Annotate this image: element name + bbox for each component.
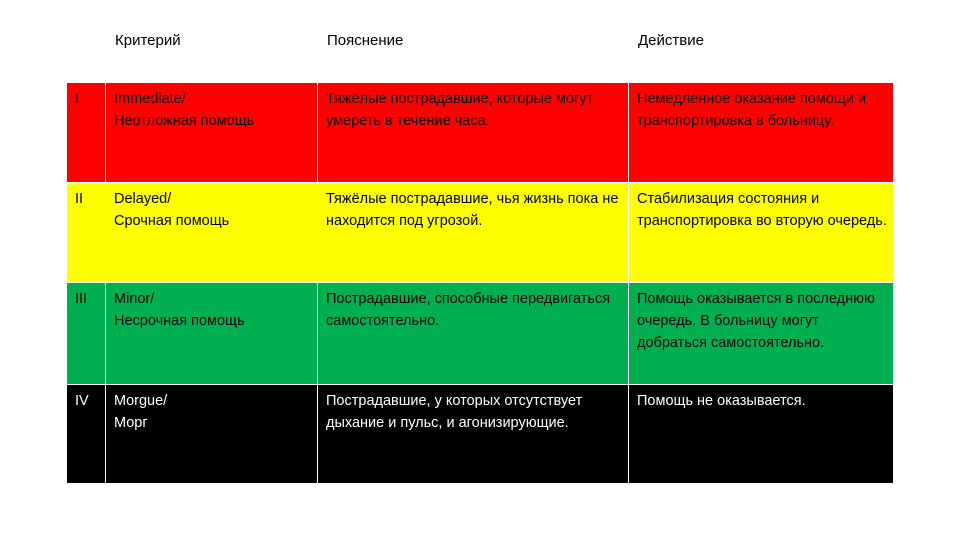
action-cell: Стабилизация состояния и транспортировка во вторую очередь. <box>629 183 894 283</box>
criterion-cell <box>106 183 318 283</box>
criterion-russian: Несрочная помощь <box>114 313 245 329</box>
explanation-cell: Тяжёлые пострадавшие, чья жизнь пока не находится под угрозой. <box>318 183 629 283</box>
explanation-cell: Тяжёлые пострадавшие, которые могут умереть в течение часа. <box>318 83 629 183</box>
criterion-cell <box>106 385 318 484</box>
criterion-russian: Срочная помощь <box>114 213 230 229</box>
action-cell: Помощь оказывается в последнюю очередь. В больницу могут добраться самостоятельно. <box>629 283 894 385</box>
criterion-russian: Морг <box>114 415 148 431</box>
criterion-english: Morgue/ <box>114 393 168 409</box>
criterion-english: Immediate/ <box>114 91 186 107</box>
criterion-cell <box>106 283 318 385</box>
criterion-english: Minor/ <box>114 291 155 307</box>
triage-table <box>66 82 894 484</box>
action-cell: Немедленное оказание помощи и транспортировка в больницу. <box>629 83 894 183</box>
explanation-cell: Пострадавшие, у которых отсутствует дыхание и пульс, и агонизирующие. <box>318 385 629 484</box>
criterion-russian: Неотложная помощь <box>114 113 255 129</box>
header-number <box>66 27 106 55</box>
header-explanation: Пояснение <box>327 32 404 49</box>
explanation-cell: Пострадавшие, способные передвигаться самостоятельно. <box>318 283 629 385</box>
row-number: I <box>66 83 106 183</box>
row-number: IV <box>66 385 106 484</box>
action-cell: Помощь не оказывается. <box>629 385 894 484</box>
header-criterion: Критерий <box>115 32 181 49</box>
row-number: III <box>66 283 106 385</box>
criterion-english: Delayed/ <box>114 191 172 207</box>
table-header <box>66 27 894 55</box>
row-number: II <box>66 183 106 283</box>
criterion-cell <box>106 83 318 183</box>
header-action: Действие <box>638 32 704 49</box>
